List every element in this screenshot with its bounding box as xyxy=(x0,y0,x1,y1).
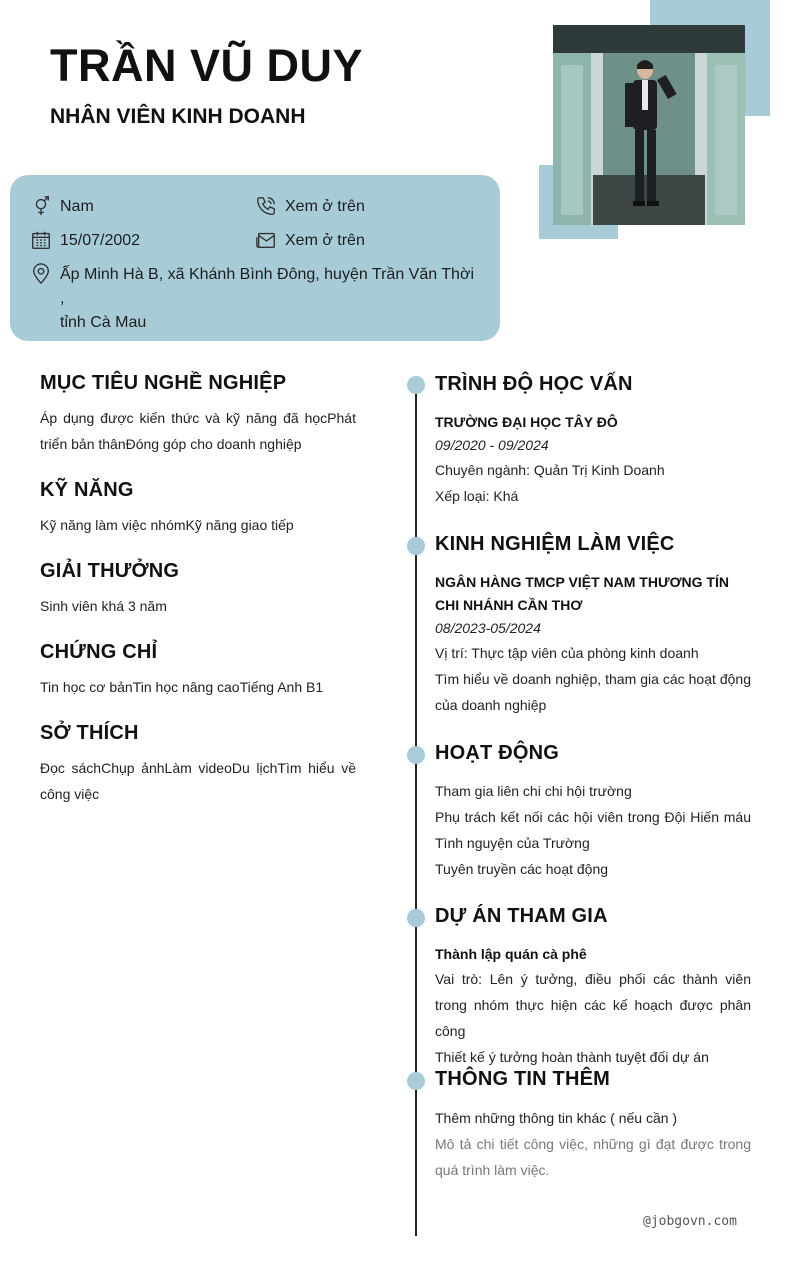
objective-text: Áp dụng được kiến thức và kỹ năng đã họcPhát triển bản thânĐóng góp cho doanh nghiệp xyxy=(40,410,356,452)
project-role: Vai trò: Lên ý tưởng, điều phối các thành viên trong nhóm thực hiện các kế hoạch được phân công xyxy=(435,971,751,1039)
experience-period: 08/2023-05/2024 xyxy=(435,620,541,636)
gender-row xyxy=(30,195,94,219)
profile-photo xyxy=(553,25,745,225)
calendar-icon xyxy=(30,229,52,251)
phone-row xyxy=(255,195,365,219)
gender-icon xyxy=(30,195,52,217)
timeline-dot xyxy=(407,909,425,927)
phone-icon xyxy=(255,195,277,217)
contact-info-card xyxy=(10,175,500,341)
email-icon xyxy=(255,229,277,251)
activity-item: Tuyên truyền các hoạt động xyxy=(435,861,609,877)
candidate-name: TRẦN VŨ DUY xyxy=(50,40,364,91)
section-title-awards: GIẢI THƯỞNG xyxy=(40,560,180,582)
awards-section xyxy=(40,560,356,619)
skills-text: Kỹ năng làm việc nhómKỹ năng giao tiếp xyxy=(40,517,294,533)
certificates-text: Tin học cơ bảnTin học nâng caoTiếng Anh B1 xyxy=(40,679,324,695)
birthday-value: 15/07/2002 xyxy=(60,232,141,249)
awards-text: Sinh viên khá 3 năm xyxy=(40,598,167,614)
section-title-activities: HOẠT ĐỘNG xyxy=(435,742,560,764)
school-name: TRƯỜNG ĐẠI HỌC TÂY ĐÔ xyxy=(435,414,618,430)
section-title-objective: MỤC TIÊU NGHỀ NGHIỆP xyxy=(40,372,287,394)
company-name: NGÂN HÀNG TMCP VIỆT NAM THƯƠNG TÍN CHI NHÁNH CẦN THƠ xyxy=(435,574,729,613)
education-major: Chuyên ngành: Quản Trị Kinh Doanh xyxy=(435,462,665,478)
career-objective-section xyxy=(40,372,356,457)
left-column xyxy=(40,372,356,829)
address-value xyxy=(60,263,480,335)
timeline-dot xyxy=(407,376,425,394)
section-title-education: TRÌNH ĐỘ HỌC VẤN xyxy=(435,373,633,395)
section-title-skills: KỸ NĂNG xyxy=(40,479,134,501)
timeline-line xyxy=(415,385,417,1236)
timeline-dot xyxy=(407,537,425,555)
location-pin-icon xyxy=(30,263,52,285)
address-row xyxy=(30,263,480,335)
experience-description: Tìm hiểu về doanh nghiệp, tham gia các hoạt động của doanh nghiệp xyxy=(435,671,751,713)
address-line-2: tỉnh Cà Mau xyxy=(60,314,147,331)
experience-section xyxy=(435,533,751,718)
birthday-row xyxy=(30,229,140,253)
email-row xyxy=(255,229,365,253)
project-name: Thành lập quán cà phê xyxy=(435,946,587,962)
hobbies-section xyxy=(40,722,356,807)
education-rank: Xếp loại: Khá xyxy=(435,488,519,504)
email-value: Xem ở trên xyxy=(285,232,365,249)
section-title-additional: THÔNG TIN THÊM xyxy=(435,1068,611,1090)
section-title-experience: KINH NGHIỆM LÀM VIỆC xyxy=(435,533,675,555)
section-title-projects: DỰ ÁN THAM GIA xyxy=(435,905,608,927)
timeline-dot xyxy=(407,1072,425,1090)
projects-section xyxy=(435,905,751,1070)
additional-info-text: Thêm những thông tin khác ( nếu cần ) xyxy=(435,1110,678,1126)
skills-section xyxy=(40,479,356,538)
additional-info-section xyxy=(435,1068,751,1183)
project-result: Thiết kế ý tưởng hoàn thành tuyệt đối dự án xyxy=(435,1049,709,1065)
certificates-section xyxy=(40,641,356,700)
phone-value: Xem ở trên xyxy=(285,198,365,215)
activity-item: Phụ trách kết nối các hội viên trong Đội Hiến máu Tình nguyện của Trường xyxy=(435,809,751,851)
section-title-certificates: CHỨNG CHỈ xyxy=(40,641,158,663)
hobbies-text: Đọc sáchChụp ảnhLàm videoDu lịchTìm hiểu về công việc xyxy=(40,760,356,802)
gender-value: Nam xyxy=(60,198,94,215)
experience-position: Vị trí: Thực tập viên của phòng kinh doanh xyxy=(435,645,699,661)
job-title: NHÂN VIÊN KINH DOANH xyxy=(50,105,306,128)
watermark: @jobgovn.com xyxy=(643,1214,737,1229)
education-section xyxy=(435,373,751,509)
timeline-dot xyxy=(407,746,425,764)
section-title-hobbies: SỞ THÍCH xyxy=(40,722,139,744)
activities-section xyxy=(435,742,751,882)
activity-item: Tham gia liên chi chi hội trường xyxy=(435,783,632,799)
address-line-1: Ấp Minh Hà B, xã Khánh Bình Đông, huyện Trần Văn Thời , xyxy=(60,266,474,307)
additional-info-placeholder: Mô tả chi tiết công việc, những gì đạt được trong quá trình làm việc. xyxy=(435,1136,751,1178)
education-period: 09/2020 - 09/2024 xyxy=(435,437,549,453)
